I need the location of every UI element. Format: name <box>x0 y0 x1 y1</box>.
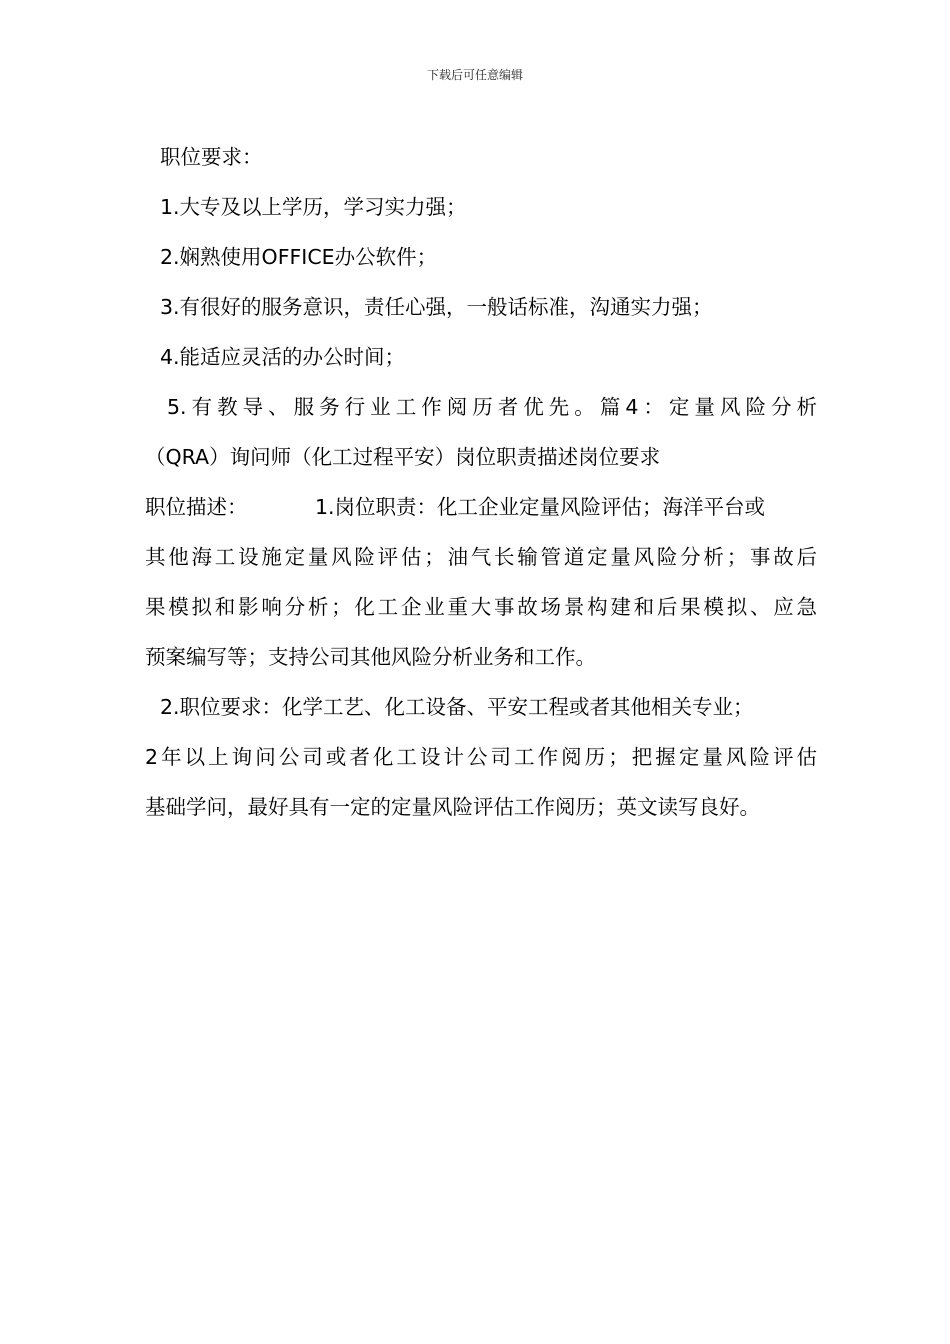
paragraph-line: 预案编写等；支持公司其他风险分析业务和工作。 <box>145 645 596 669</box>
paragraph-line: （QRA）询问师（化工过程平安）岗位职责描述岗位要求 <box>145 445 661 469</box>
paragraph-line: 2.职位要求：化学工艺、化工设备、平安工程或者其他相关专业； <box>160 695 754 719</box>
paragraph-line: 基础学问，最好具有一定的定量风险评估工作阅历；英文读写良好。 <box>145 795 760 819</box>
list-item: 2.娴熟使用OFFICE办公软件； <box>160 245 438 269</box>
paragraph-line: 果模拟和影响分析；化工企业重大事故场景构建和后果模拟、应急 <box>145 595 817 619</box>
list-item: 5.有教导、服务行业工作阅历者优先。篇4：定量风险分析 <box>167 395 817 419</box>
list-item: 3.有很好的服务意识，责任心强，一般话标准，沟通实力强； <box>160 295 713 319</box>
paragraph-line: 其他海工设施定量风险评估；油气长输管道定量风险分析；事故后 <box>145 545 817 569</box>
paragraph-line <box>145 482 817 532</box>
list-item: 4.能适应灵活的办公时间； <box>160 345 406 369</box>
section-heading: 职位要求： <box>160 145 263 169</box>
document-body <box>145 132 817 832</box>
list-item: 1.大专及以上学历，学习实力强； <box>160 195 467 219</box>
field-value: 1.岗位职责：化工企业定量风险评估；海洋平台或 <box>315 495 766 519</box>
field-label: 职位描述： <box>145 495 248 519</box>
paragraph-line: 2年以上询问公司或者化工设计公司工作阅历；把握定量风险评估 <box>145 745 817 769</box>
header-note: 下载后可任意编辑 <box>426 68 523 82</box>
